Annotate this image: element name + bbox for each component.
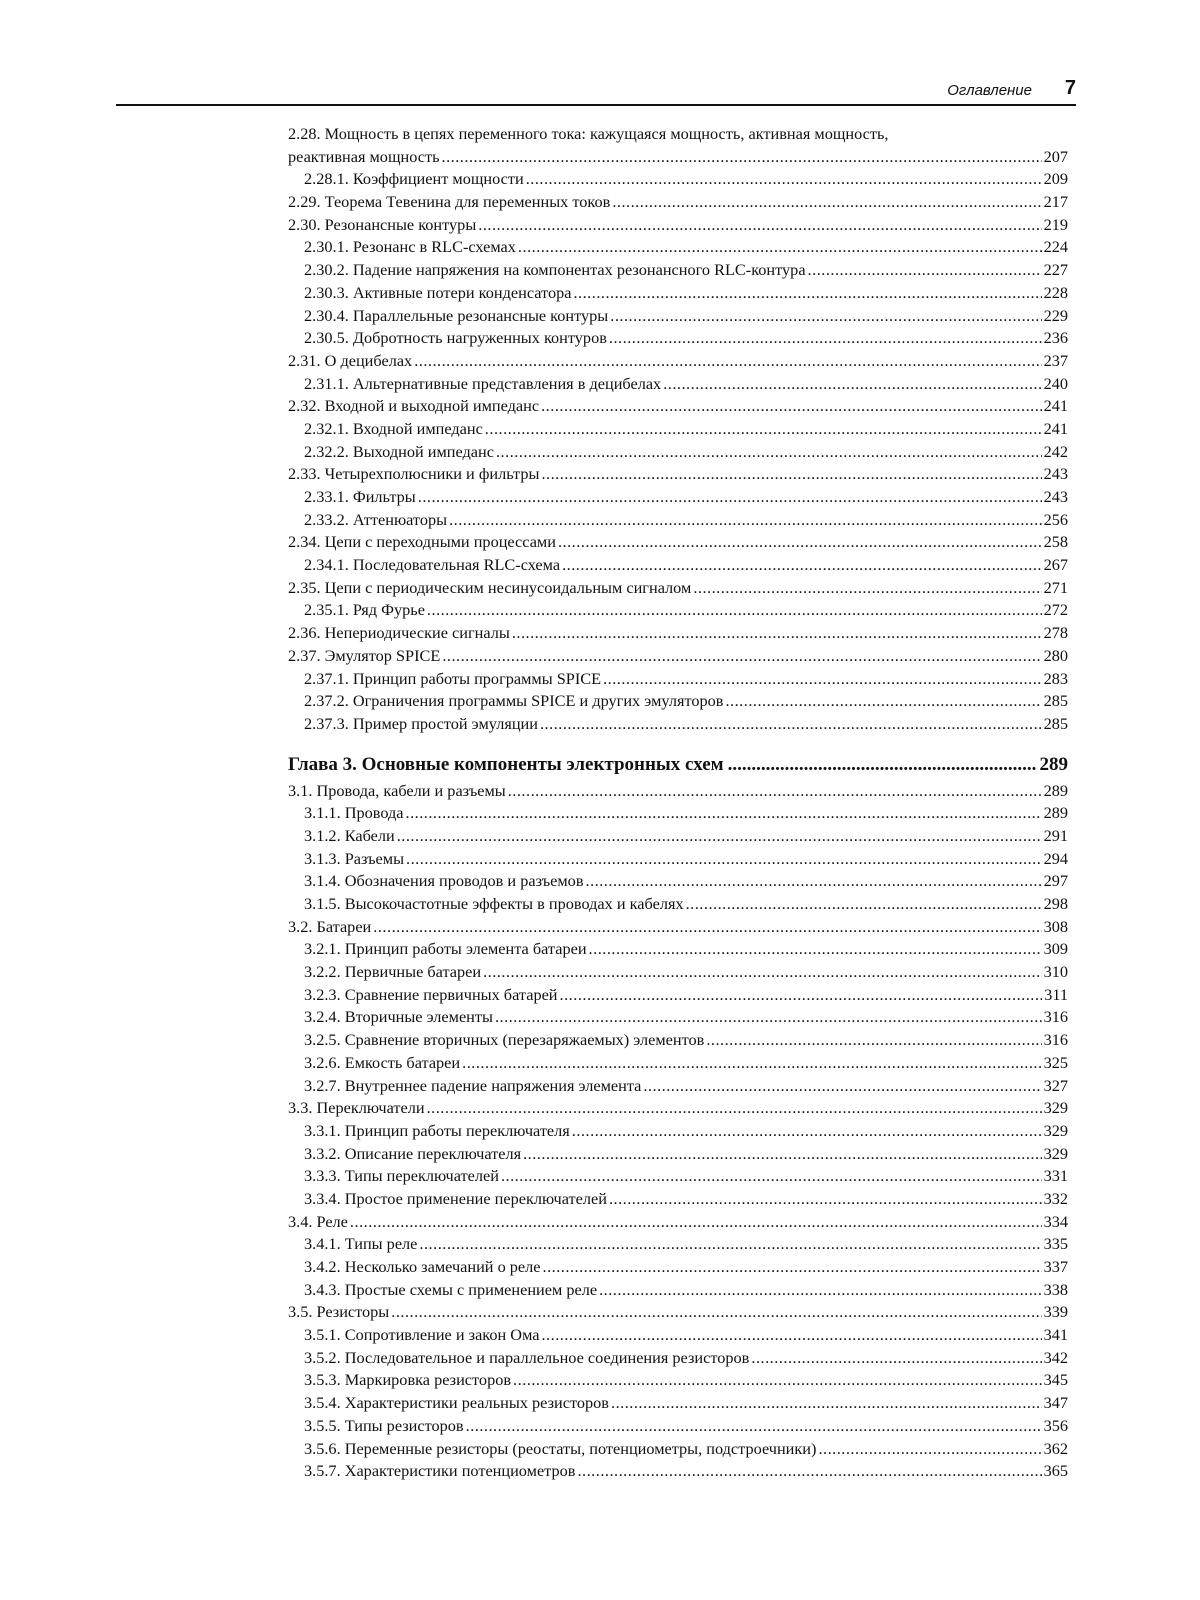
toc-entry [288,1301,1068,1324]
dot-leader [541,1324,1041,1347]
dot-leader [558,531,1042,554]
header-title: Оглавление [947,82,1032,99]
toc-entry-label: 3.1.2. Кабели [304,825,395,845]
toc-list-chapter-2 [288,168,1068,735]
dot-leader [391,1301,1041,1324]
toc-entry-page: 256 [1043,509,1068,529]
toc-entry-label: 2.37.1. Принцип работы программы SPICE [304,668,602,688]
dot-leader [808,259,1042,282]
dot-leader [406,848,1042,871]
toc-entry-page: 327 [1043,1075,1068,1095]
toc-entry [288,713,1068,736]
dot-leader [663,373,1041,396]
dot-leader [442,146,1042,169]
toc-entry-label: 2.30.2. Падение напряжения на компонентах резонансного RLC-контура [304,260,806,280]
toc-entry-page: 289 [1043,780,1068,800]
toc-entry [288,938,1068,961]
dot-leader [418,486,1042,509]
chapter-page: 289 [1039,753,1068,775]
toc-entry-label: реактивная мощность [288,146,440,166]
dot-leader [609,1188,1042,1211]
toc-entry [288,554,1068,577]
toc-entry-label: 2.37.2. Ограничения программы SPICE и других эмуляторов [304,691,724,711]
toc-entry [288,984,1068,1007]
toc-entry [288,690,1068,713]
toc-entry-label: 2.29. Теорема Тевенина для переменных токов [288,192,611,212]
dot-leader [560,984,1043,1007]
dot-leader [508,780,1042,803]
toc-entry [288,622,1068,645]
toc-entry-label: 2.35. Цепи с периодическим несинусоидальным сигналом [288,577,692,597]
toc-entry-page: 365 [1043,1461,1068,1481]
toc-entry-page: 345 [1043,1370,1068,1390]
dot-leader [603,668,1042,691]
toc-entry-page: 236 [1043,328,1068,348]
toc-entry [288,327,1068,350]
dot-leader [611,1392,1042,1415]
dot-leader [725,690,1041,713]
toc-entry-page: 356 [1043,1415,1068,1435]
dot-leader [543,1256,1042,1279]
toc-entry-page: 241 [1043,418,1068,438]
toc-entry-label: 2.34.1. Последовательная RLC-схема [304,555,561,575]
toc-entry-page: 294 [1043,848,1068,868]
toc-entry [288,961,1068,984]
dot-leader [466,1415,1042,1438]
toc-entry-page: 271 [1043,577,1068,597]
running-header [116,76,1076,106]
toc-entry [288,1438,1068,1461]
toc-entry-label: 3.4.2. Несколько замечаний о реле [304,1257,541,1276]
toc-entry-label: 3.3. Переключатели [288,1098,425,1118]
toc-entry [288,373,1068,396]
dot-leader [541,463,1041,486]
toc-entry-page: 267 [1043,555,1068,575]
toc-entry-label: 2.33.1. Фильтры [304,487,416,506]
toc-entry-page: 298 [1043,894,1068,913]
toc-entry-label: 3.3.4. Простое применение переключателей [304,1188,607,1208]
toc-entry [288,1052,1068,1075]
toc-entry-label: 3.5.7. Характеристики потенциометров [304,1461,576,1481]
toc-entry-page: 280 [1043,645,1068,665]
toc-entry [288,1097,1068,1120]
toc-entry-label: 3.1. Провода, кабели и разъемы [288,780,506,800]
toc-entry-label: 2.34. Цепи с переходными процессами [288,532,556,552]
toc-entry-page: 309 [1043,939,1068,959]
toc-entry-page: 229 [1043,305,1068,325]
toc-entry [288,1143,1068,1166]
toc-entry-label: 2.30.5. Добротность нагруженных контуров [304,328,607,348]
toc-entry-label: 3.1.5. Высокочастотные эффекты в проводах и кабелях [304,894,684,913]
dot-leader [686,893,1042,916]
toc-entry-label: 2.37.3. Пример простой эмуляции [304,713,538,733]
toc-entry [288,825,1068,848]
toc-entry-label: 3.5. Резисторы [288,1302,390,1322]
toc-entry-page: 241 [1043,396,1068,416]
toc-entry-page: 311 [1044,984,1068,1004]
toc-entry-label: 3.4. Реле [288,1211,348,1231]
toc-entry-label: 2.35.1. Ряд Фурье [304,600,425,620]
toc-entry-page: 342 [1043,1347,1068,1367]
toc-entry [288,599,1068,622]
toc-entry [288,214,1068,237]
toc-entry-label: 3.5.6. Переменные резисторы (реостаты, потенциометры, подстроечники) [304,1438,817,1458]
toc-entry [288,1165,1068,1188]
dot-leader [728,750,1036,780]
toc-entry-page: 289 [1043,803,1068,823]
toc-entry-label: 2.32. Входной и выходной импеданс [288,396,540,416]
header-page-number: 7 [1064,77,1076,99]
toc-entry-page: 316 [1043,1007,1068,1027]
toc-entry-label: 3.3.3. Типы переключателей [304,1166,499,1186]
dot-leader [610,305,1041,328]
toc-entry-page: 297 [1043,871,1068,891]
toc-entry-label: 3.4.3. Простые схемы с применением реле [304,1279,598,1299]
dot-leader [609,327,1042,350]
toc-entry-label: 2.30. Резонансные контуры [288,214,477,234]
toc-entry [288,509,1068,532]
toc-entry-label: 2.33. Четырехполюсники и фильтры [288,464,540,484]
dot-leader [350,1211,1042,1234]
toc-entry [288,1324,1068,1347]
toc-entry-page: 258 [1043,532,1068,552]
toc-entry [288,463,1068,486]
toc-entry [288,1075,1068,1098]
toc-entry-label: 3.5.5. Типы резисторов [304,1415,464,1435]
toc-entry-label: 3.5.1. Сопротивление и закон Ома [304,1325,540,1345]
toc-entry [288,1029,1068,1052]
toc-entry-label: 3.2. Батареи [288,916,372,936]
chapter-heading [288,750,1068,780]
toc-entry [288,1415,1068,1438]
toc-entry [288,668,1068,691]
toc-entry [288,168,1068,191]
toc-entry-page: 329 [1043,1143,1068,1163]
toc-entry-page: 338 [1043,1279,1068,1299]
dot-leader [397,825,1042,848]
toc-entry-label: 3.3.1. Принцип работы переключателя [304,1120,570,1140]
dot-leader [573,282,1041,305]
toc-entry-page: 219 [1043,214,1068,234]
chapter-title: Глава 3. Основные компоненты электронных схем [288,753,724,775]
toc-entry-label: 3.2.7. Внутреннее падение напряжения элемента [304,1075,642,1095]
toc-entry-page: 237 [1043,350,1068,370]
toc-entry-page: 334 [1043,1211,1068,1231]
dot-leader [818,1438,1041,1461]
toc-entry-page: 347 [1043,1393,1068,1413]
toc-entry-label: 3.2.6. Емкость батареи [304,1052,461,1072]
dot-leader [518,236,1042,259]
toc-entry-page: 278 [1043,623,1068,643]
toc-entry-page: 228 [1043,282,1068,302]
toc-entry-label: 3.5.4. Характеристики реальных резисторов [304,1393,609,1413]
dot-leader [693,577,1041,600]
dot-leader [427,599,1042,622]
toc-entry-page: 242 [1043,441,1068,461]
dot-leader [495,1006,1042,1029]
toc-entry-label: 2.30.1. Резонанс в RLC-схемах [304,237,516,257]
dot-leader [589,938,1042,961]
toc-entry [288,1279,1068,1302]
toc-entry-first-line: 2.28. Мощность в цепях переменного тока: кажущаяся мощность, активная мощность, [288,124,889,143]
toc-entry [288,577,1068,600]
toc-entry-label: 2.31.1. Альтернативные представления в децибелах [304,373,662,393]
toc-entry-label: 3.2.3. Сравнение первичных батарей [304,984,558,1004]
toc-entry [288,1347,1068,1370]
dot-leader [449,509,1042,532]
toc-entry-page: 240 [1043,373,1068,393]
dot-leader [427,1097,1042,1120]
toc-entry [288,1256,1068,1279]
dot-leader [541,395,1041,418]
toc-entry-label: 3.4.1. Типы реле [304,1234,418,1254]
toc-entry-label: 2.32.1. Входной импеданс [304,418,483,438]
toc-entry [288,441,1068,464]
toc-entry-page: 339 [1043,1302,1068,1322]
toc-entry [288,1369,1068,1392]
toc-entry [288,848,1068,871]
toc-entry [288,802,1068,825]
toc-entry-page: 337 [1043,1257,1068,1276]
toc-entry-label: 3.2.5. Сравнение вторичных (перезаряжаемых) элементов [304,1030,705,1050]
dot-leader [526,168,1042,191]
dot-leader [512,622,1042,645]
dot-leader [562,554,1041,577]
toc-entry [288,350,1068,373]
toc-entry-page: 325 [1043,1052,1068,1072]
table-of-contents [288,123,1068,1483]
dot-leader [496,441,1042,464]
toc-entry-page: 283 [1043,668,1068,688]
toc-entry-page: 331 [1043,1166,1068,1186]
toc-entry-page: 310 [1043,962,1068,982]
dot-leader [483,961,1042,984]
toc-entry [288,1392,1068,1415]
dot-leader [501,1165,1042,1188]
toc-entry-label: 2.32.2. Выходной импеданс [304,441,494,461]
toc-entry-label: 3.2.1. Принцип работы элемента батареи [304,939,587,959]
toc-entry-label: 3.5.3. Маркировка резисторов [304,1370,512,1390]
toc-entry-label: 3.3.2. Описание переключателя [304,1143,522,1163]
toc-entry-page: 285 [1043,713,1068,733]
toc-entry [288,395,1068,418]
toc-entry-label: 2.37. Эмулятор SPICE [288,645,441,665]
dot-leader [751,1347,1041,1370]
toc-entry-label: 3.2.4. Вторичные элементы [304,1007,493,1027]
toc-entry-label: 3.1.4. Обозначения проводов и разъемов [304,871,584,891]
toc-entry-page: 209 [1043,169,1068,189]
dot-leader [572,1120,1042,1143]
toc-entry [288,893,1068,916]
toc-entry-page: 335 [1043,1234,1068,1254]
toc-entry-page: 207 [1043,146,1068,166]
dot-leader [485,418,1042,441]
toc-entry-page: 341 [1043,1325,1068,1345]
dot-leader [523,1143,1041,1166]
toc-entry-label: 3.5.2. Последовательное и параллельное соединения резисторов [304,1347,750,1367]
toc-entry-page: 291 [1043,825,1068,845]
toc-entry [288,486,1068,509]
toc-entry-label: 2.30.3. Активные потери конденсатора [304,282,572,302]
toc-entry [288,282,1068,305]
toc-entry [288,418,1068,441]
toc-entry-page: 227 [1043,260,1068,280]
dot-leader [540,713,1042,736]
dot-leader [462,1052,1041,1075]
toc-entry-label: 2.36. Непериодические сигналы [288,623,510,643]
toc-entry-page: 362 [1043,1438,1068,1458]
toc-entry-label: 2.33.2. Аттенюаторы [304,509,448,529]
toc-entry-page: 217 [1043,192,1068,212]
toc-entry-page: 243 [1043,464,1068,484]
dot-leader [414,350,1041,373]
toc-entry [288,1006,1068,1029]
toc-entry-label: 3.1.3. Разъемы [304,848,405,868]
dot-leader [478,214,1041,237]
toc-entry-page: 272 [1043,600,1068,620]
toc-entry [288,259,1068,282]
dot-leader [406,802,1042,825]
dot-leader [599,1279,1041,1302]
toc-entry [288,1211,1068,1234]
toc-entry-page: 243 [1043,487,1068,506]
toc-entry-page: 332 [1043,1188,1068,1208]
toc-entry-label: 2.31. О децибелах [288,350,413,370]
toc-entry-page: 329 [1043,1098,1068,1118]
toc-entry [288,645,1068,668]
toc-entry [288,780,1068,803]
toc-entry-page: 316 [1043,1030,1068,1050]
toc-entry [288,1188,1068,1211]
toc-entry [288,916,1068,939]
toc-entry-page: 329 [1043,1120,1068,1140]
dot-leader [419,1233,1041,1256]
toc-entry [288,531,1068,554]
dot-leader [513,1369,1042,1392]
dot-leader [706,1029,1041,1052]
dot-leader [612,191,1041,214]
toc-entry [288,305,1068,328]
toc-list-chapter-3 [288,780,1068,1483]
toc-entry [288,146,1068,169]
toc-entry [288,1460,1068,1483]
toc-entry-page: 285 [1043,691,1068,711]
toc-entry-page: 308 [1043,916,1068,936]
toc-entry-label: 3.2.2. Первичные батареи [304,962,482,982]
dot-leader [643,1075,1041,1098]
toc-entry-label: 3.1.1. Провода [304,803,404,823]
toc-entry [288,191,1068,214]
toc-entry [288,1120,1068,1143]
toc-entry [288,236,1068,259]
toc-entry-label: 2.30.4. Параллельные резонансные контуры [304,305,609,325]
dot-leader [577,1460,1041,1483]
dot-leader [373,916,1041,939]
toc-entry-page: 224 [1043,237,1068,257]
toc-entry [288,870,1068,893]
toc-entry-label: 2.28.1. Коэффициент мощности [304,169,524,189]
toc-entry [288,1233,1068,1256]
dot-leader [586,870,1042,893]
dot-leader [442,645,1041,668]
